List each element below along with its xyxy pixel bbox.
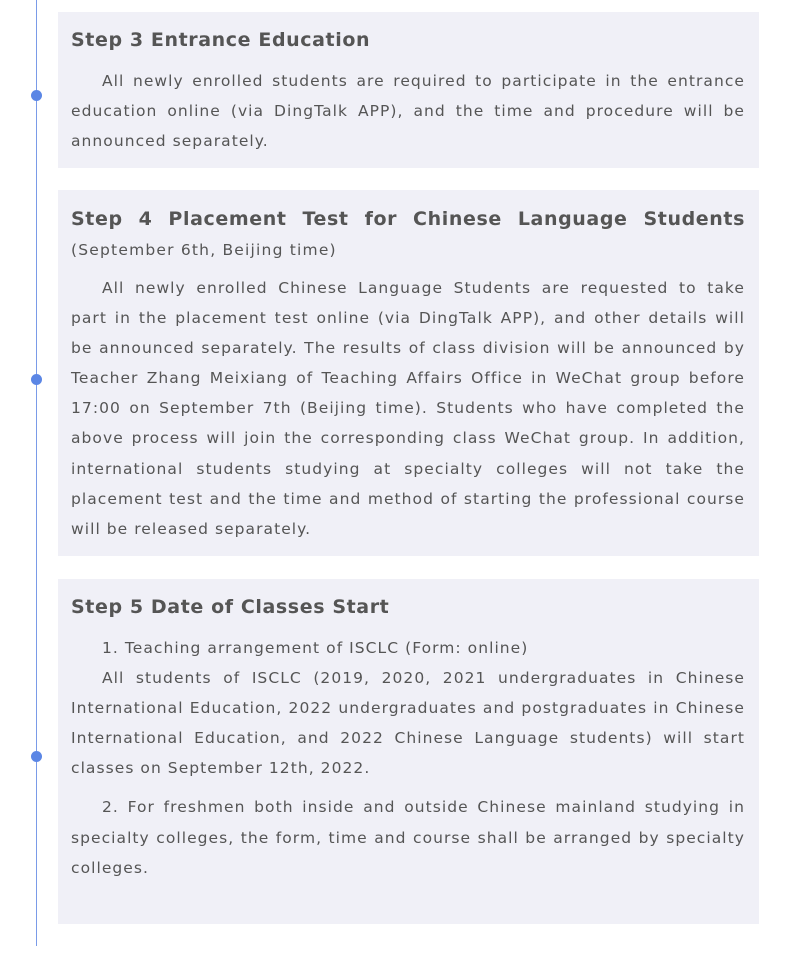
step-5-title: Step 5 Date of Classes Start (71, 596, 390, 618)
timeline-dot-step-5 (31, 751, 42, 762)
step-4-paragraph: All newly enrolled Chinese Language Students are requested to take part in the placement test online (via DingTalk APP), and other details will be announced separately. The results of class division will be announced by Teacher Zhang Meixiang of Teaching Affairs Office in WeChat group before 17:00 on September 7th (Beijing time). Students who have completed the above process will join the corresponding class WeChat group. In addition, international students studying at specialty colleges will not take the placement test and the time and method of starting the professional course will be released separately. (71, 279, 745, 538)
timeline-dot-step-3 (31, 90, 42, 101)
timeline-line (36, 0, 37, 946)
step-4-heading (71, 204, 745, 265)
step-3-paragraph: All newly enrolled students are required to participate in the entrance education online (via DingTalk APP), and the time and procedure will be announced separately. (71, 72, 745, 151)
timeline-dot-step-4 (31, 374, 42, 385)
step-5-item-1-paragraph: All students of ISCLC (2019, 2020, 2021 undergraduates in Chinese International Education, 2022 undergraduates and postgraduates in Chinese International Education, and 2022 Chinese Language students) will start classes on September 12th, 2022. (71, 669, 745, 778)
step-5-card (58, 579, 759, 924)
step-4-title: Step 4 Placement Test for Chinese Language Students (71, 208, 745, 230)
step-5-item-1-heading: 1. Teaching arrangement of ISCLC (Form: online) (102, 639, 529, 657)
step-3-card (58, 12, 759, 168)
step-5-item-2-paragraph: 2. For freshmen both inside and outside Chinese mainland studying in specialty colleges, the form, time and course shall be arranged by specialty colleges. (71, 798, 745, 877)
step-3-title: Step 3 Entrance Education (71, 29, 371, 51)
step-4-card (58, 190, 759, 556)
step-4-date: (September 6th, Beijing time) (71, 241, 337, 259)
